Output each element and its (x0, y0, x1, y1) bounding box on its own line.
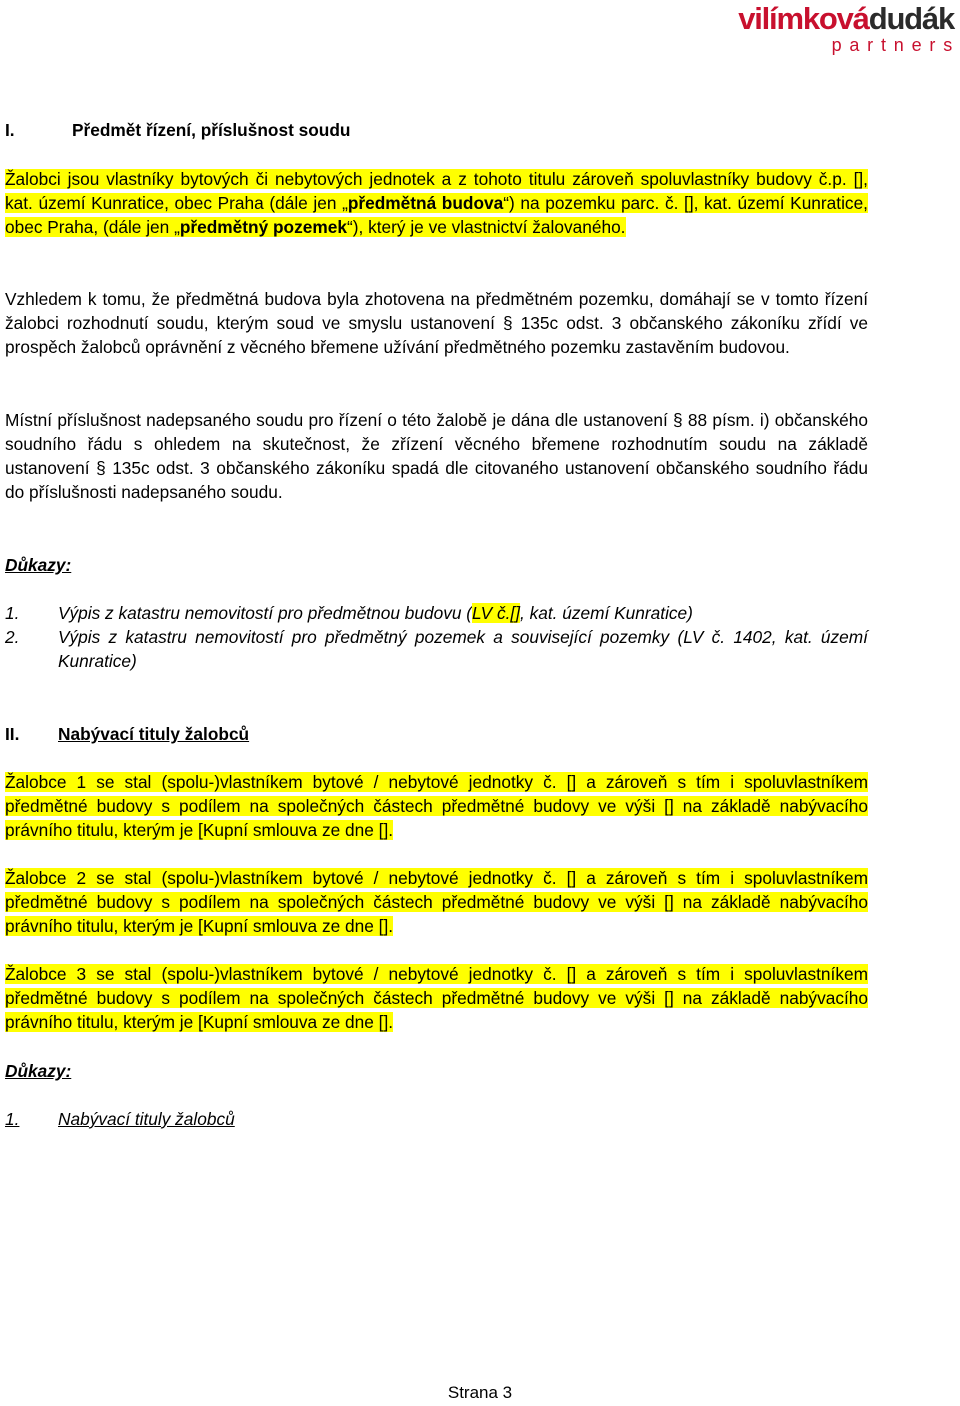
paragraph-plaintiff-2 (5, 866, 868, 938)
logo-wordmark: vilímkovádudák (738, 1, 954, 36)
highlight-text: Žalobce 3 se stal (spolu-)vlastníkem bytové / nebytové jednotky č. [] a zároveň s tím i spoluvlastníkem předmětné budovy s podílem na společných částech předmětné budovy ve výši [] na základě nabývacího právního titulu, kterým je [Kupní smlouva ze dne []. (5, 964, 868, 1032)
paragraph-claim: Vzhledem k tomu, že předmětná budova byla zhotovena na předmětném pozemku, domáhají se v tomto řízení žalobci rozhodnutí soudu, kterým soud ve smyslu ustanovení § 135c odst. 3 občanského zákoníku zřídí ve prospěch žalobců oprávnění z věcného břemene užívání předmětného pozemku zastavěním budovou. (5, 289, 868, 357)
company-logo (738, 1, 960, 55)
list-item: 1. Výpis z katastru nemovitostí pro předmětnou budovu (LV č.[], kat. území Kunratice) (5, 603, 693, 623)
evidence-list-2 (5, 1107, 868, 1131)
evidence-label-2: Důkazy: (5, 1061, 72, 1081)
term-land: předmětný pozemek (179, 217, 347, 237)
section-2-number: II. (5, 724, 20, 744)
list-item: 1. Nabývací tituly žalobců (5, 1109, 235, 1129)
section-1-title: Předmět řízení, příslušnost soudu (72, 120, 351, 140)
logo-subtitle: partners (831, 35, 960, 55)
page-number: Strana 3 (447, 1383, 513, 1402)
paragraph-plaintiffs-ownership (5, 167, 868, 239)
highlight-text: LV č.[] (472, 603, 521, 623)
term-building: předmětná budova (347, 193, 504, 213)
highlight-text: Žalobce 1 se stal (spolu-)vlastníkem bytové / nebytové jednotky č. [] a zároveň s tím i spoluvlastníkem předmětné budovy s podílem na společných částech předmětné budovy ve výši [] na základě nabývacího právního titulu, kterým je [Kupní smlouva ze dne []. (5, 772, 868, 840)
list-item: 2. Výpis z katastru nemovitostí pro předmětný pozemek a související pozemky (LV č. 1402, kat. území Kunratice) (5, 627, 868, 671)
evidence-label-1: Důkazy: (5, 555, 72, 575)
paragraph-plaintiff-1 (5, 770, 868, 842)
section-1-heading (5, 118, 350, 142)
paragraph-plaintiff-3 (5, 962, 868, 1034)
section-1-number: I. (5, 120, 15, 140)
section-2-title: Nabývací tituly žalobců (58, 724, 250, 744)
highlight-text: Žalobce 2 se stal (spolu-)vlastníkem bytové / nebytové jednotky č. [] a zároveň s tím i spoluvlastníkem předmětné budovy s podílem na společných částech předmětné budovy ve výši [] na základě nabývacího právního titulu, kterým je [Kupní smlouva ze dne []. (5, 868, 868, 936)
highlight-text: Žalobci jsou vlastníky bytových či nebytových jednotek a z tohoto titulu zároveň spoluvlastníky budovy č.p. [], kat. území Kunratice, obec Praha (dále jen „předmětná budova“) na pozemku parc. č. [], kat. území Kunratice, obec Praha, (dále jen „předmětný pozemek“), který je ve vlastnictví žalovaného. (5, 169, 868, 237)
evidence-list-1 (5, 601, 868, 673)
paragraph-jurisdiction: Místní příslušnost nadepsaného soudu pro řízení o této žalobě je dána dle ustanovení § 88 písm. i) občanského soudního řádu s ohledem na skutečnost, že zřízení věcného břemene rozhodnutím soudu na základě ustanovení § 135c odst. 3 občanského zákoníku spadá dle citovaného ustanovení občanského soudního řádu do příslušnosti nadepsaného soudu. (5, 410, 868, 502)
section-2-heading (5, 722, 249, 746)
